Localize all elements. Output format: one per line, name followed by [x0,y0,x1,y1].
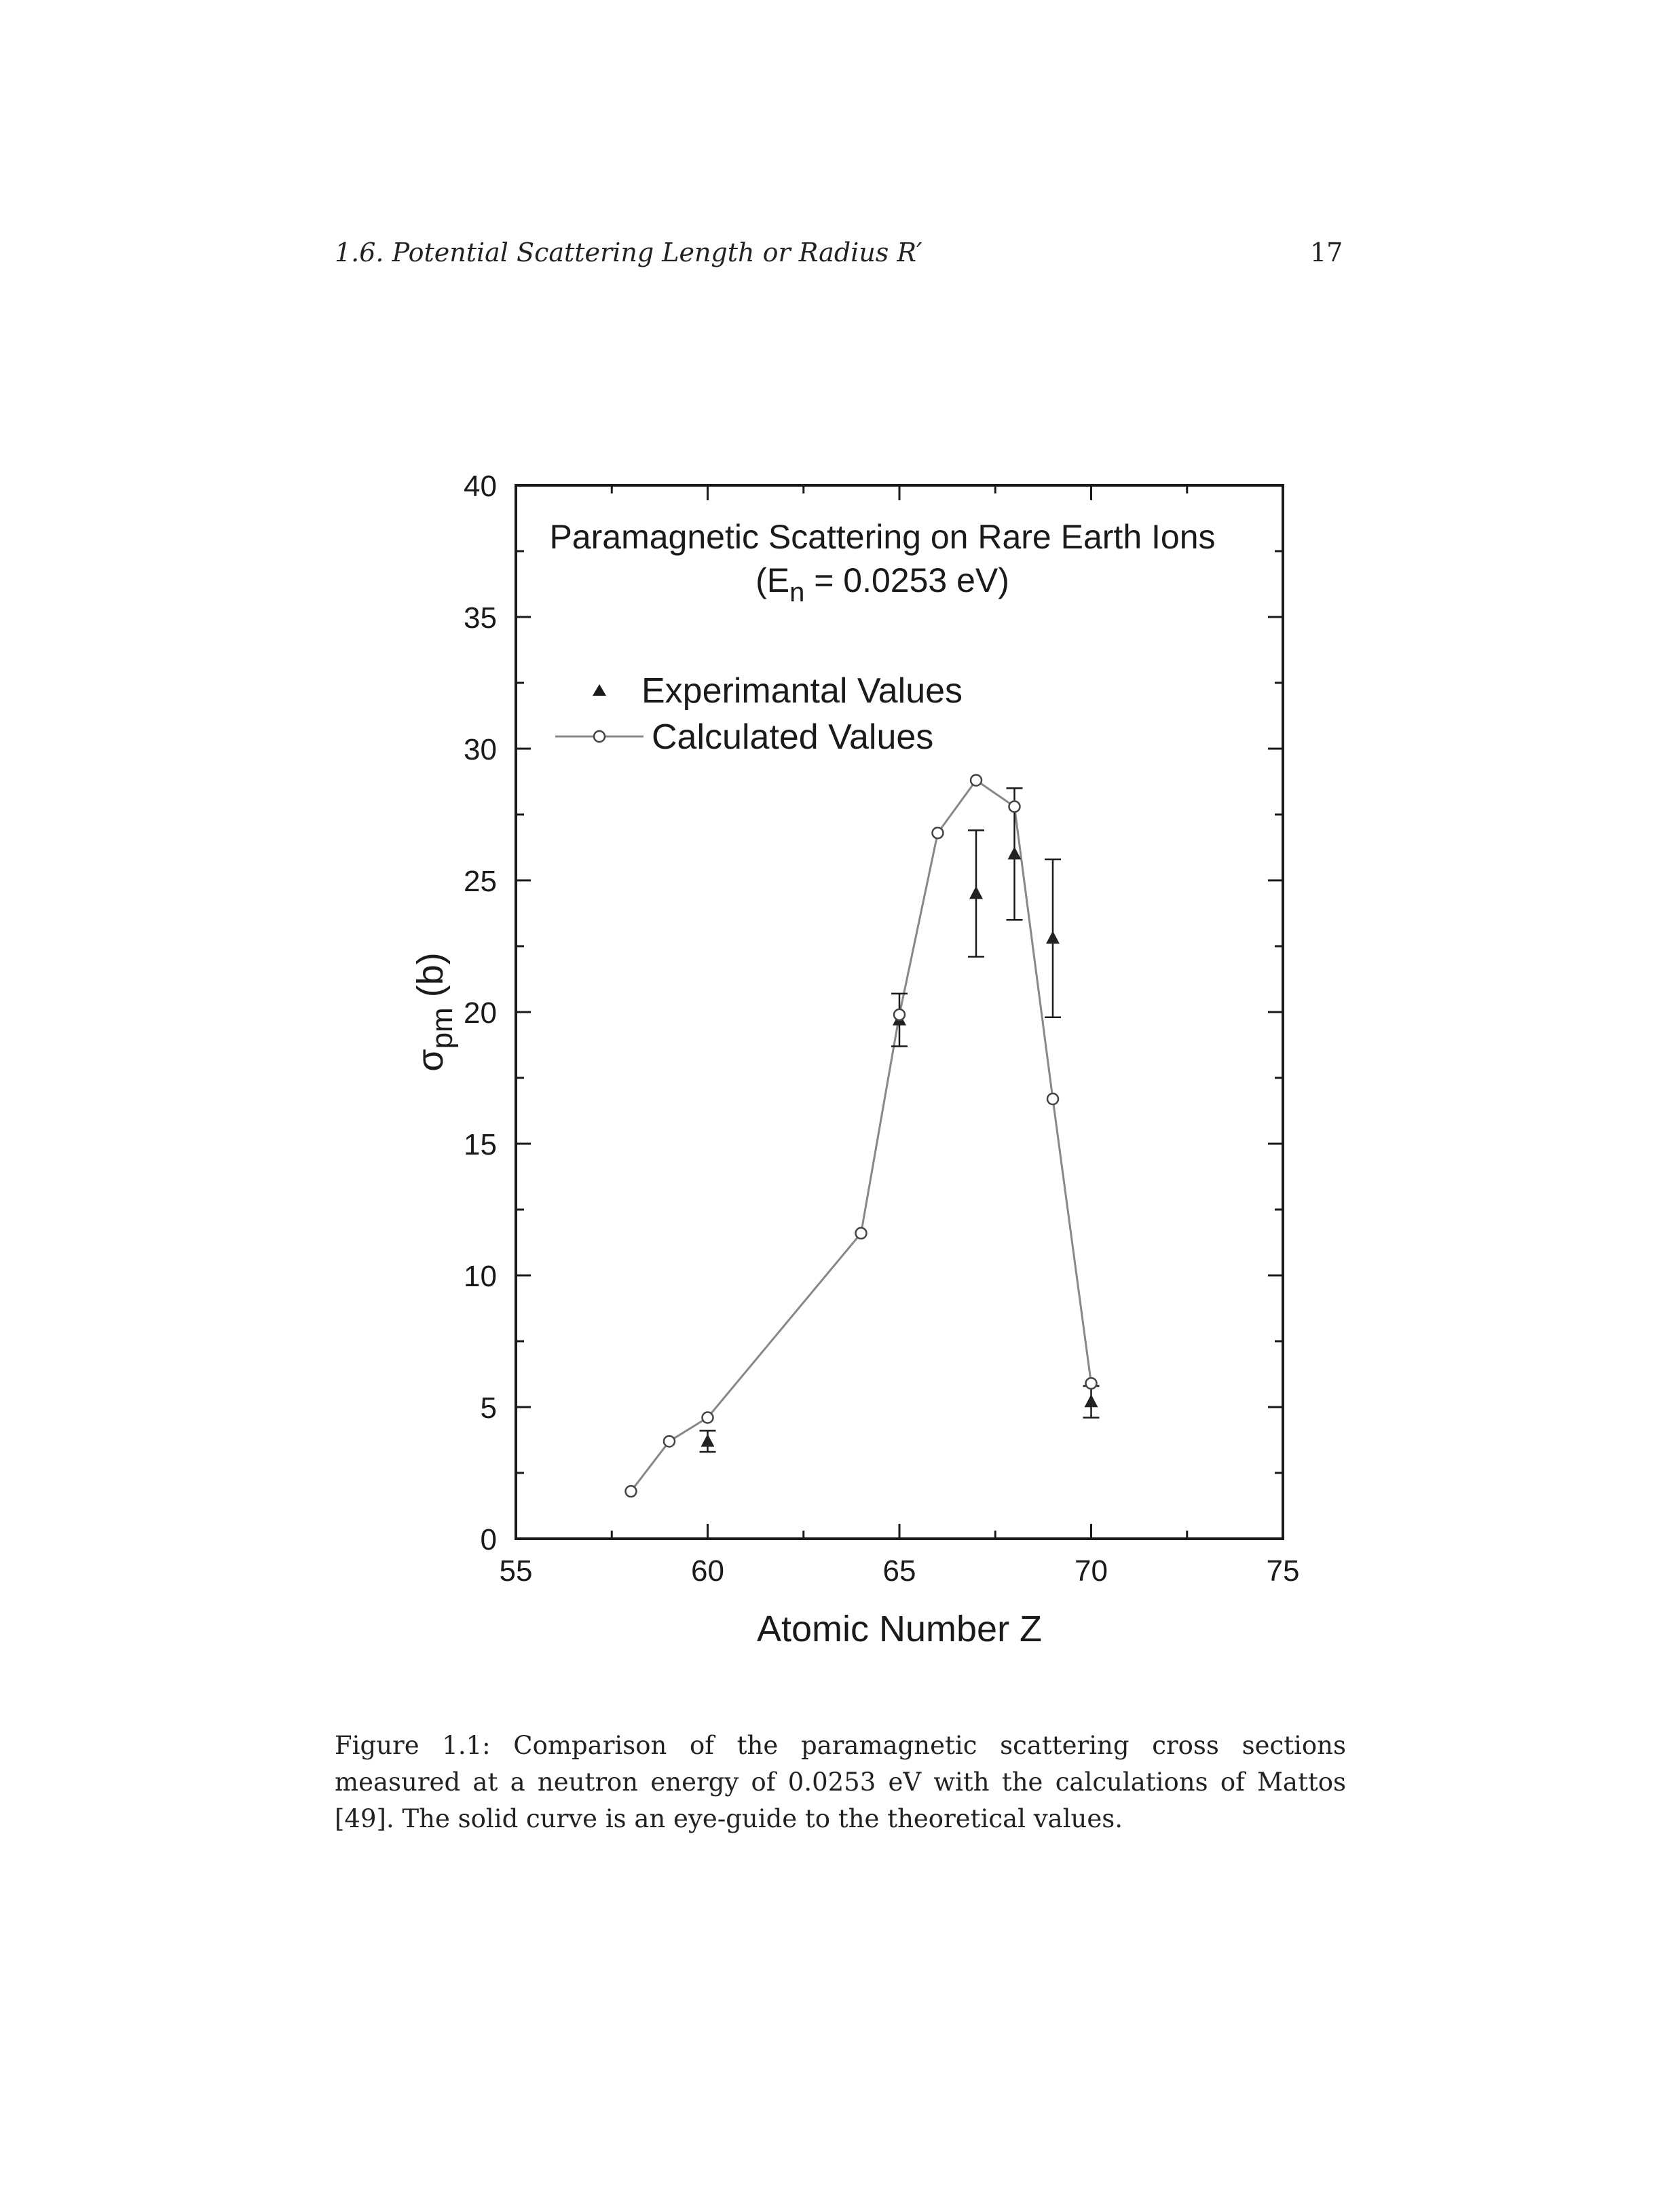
y-tick-label: 30 [464,733,497,766]
legend [555,671,963,757]
y-axis-label: $\sigma_{pm}$ (b) [410,952,459,1072]
calculated-point [971,775,982,786]
y-tick-label: 10 [464,1260,497,1293]
running-header-section: 1.6. Potential Scattering Length or Radius R′ [335,238,922,267]
calculated-point [894,1009,905,1020]
legend-triangle-marker [593,684,606,696]
y-tick-label: 15 [464,1128,497,1161]
x-tick-label: 75 [1266,1554,1300,1588]
y-tick-label: 20 [464,996,497,1030]
experimental-point [1085,1394,1098,1407]
calculated-point [664,1436,675,1446]
experimental-point [969,886,983,899]
y-tick-label: 35 [464,601,497,635]
y-tick-label: 5 [480,1391,497,1425]
error-bars-group [700,788,1100,1452]
x-tick-label: 55 [499,1554,533,1588]
calculated-point [1086,1378,1097,1389]
calculated-point [626,1486,637,1497]
figure-caption: Figure 1.1: Comparison of the paramagnetic scattering cross sections measured at a neutron energy of 0.0253 eV with the calculations of Mattos [49]. The solid curve is an eye-guide to the theoretical values. [335,1731,1346,1833]
x-tick-label: 70 [1075,1554,1108,1588]
x-tick-label: 60 [691,1554,724,1588]
y-tick-label: 40 [464,470,497,503]
calculated-curve [631,781,1091,1492]
x-tick-label: 65 [882,1554,916,1588]
legend-circle-marker [594,731,605,742]
x-axis-label: Atomic Number Z [756,1609,1043,1649]
calculated-point [856,1228,867,1239]
y-tick-label: 0 [480,1523,497,1556]
calculated-point [1047,1093,1058,1104]
calculated-point [933,827,944,838]
calculated-point [1009,801,1020,812]
experimental-point [1046,931,1060,943]
calculated-point [703,1412,713,1423]
y-tick-label: 25 [464,865,497,898]
calculated-curve-group [631,781,1091,1492]
page-number: 17 [1310,238,1343,267]
chart-title: Paramagnetic Scattering on Rare Earth Ions [549,518,1216,556]
markers-group [626,775,1098,1497]
legend-label-experimental: Experimantal Values [641,671,963,711]
axis-tick-labels [464,470,1299,1588]
legend-label-calculated: Calculated Values [652,717,934,757]
experimental-point [701,1434,715,1446]
chart-subtitle: ($E_n = 0.0253$ eV) [755,561,1009,607]
